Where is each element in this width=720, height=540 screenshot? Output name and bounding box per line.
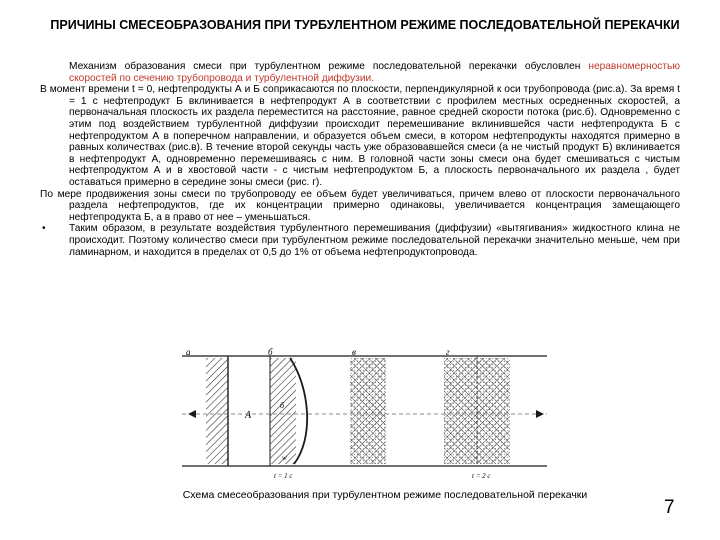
panel-letter-c: в <box>352 348 356 357</box>
paragraph-conclusion <box>40 223 680 258</box>
mixing-scheme-figure <box>182 348 562 484</box>
panel-c-dots <box>350 358 386 464</box>
panel-letter-b: б <box>268 348 273 357</box>
label-t1: t = 1 c <box>274 472 293 480</box>
arrow-right-icon <box>536 410 544 418</box>
panel-letter-d: г <box>446 348 450 357</box>
conclusion-text: Таким образом, в результате воздействия турбулентного перемешивания (диффузии) «вытягивания» жидкостного клина не происходит. Поэтому количество смеси при турбулентном режиме последовательной перекачки значительно меньше, чем при ламинарном, и находится в пределах от 0,5 до 1% от объема нефтепродуктопровода. <box>69 223 680 258</box>
arrow-left-icon <box>188 410 196 418</box>
panel-b-zone <box>270 358 296 464</box>
figure-caption: Схема смесеобразования при турбулентном режиме последовательной перекачки <box>182 489 588 501</box>
slide-title: ПРИЧИНЫ СМЕСЕОБРАЗОВАНИЯ ПРИ ТУРБУЛЕНТНОМ РЕЖИМЕ ПОСЛЕДОВАТЕЛЬНОЙ ПЕРЕКАЧКИ <box>50 18 680 32</box>
mechanism-text: Механизм образования смеси при турбулентном режиме последовательной перекачки обусловлен <box>69 61 581 72</box>
label-product-a: А <box>245 410 252 421</box>
paragraph-zone-progress: По мере продвижения зоны смеси по трубопроводу ее объем будет увеличиваться, причем влево от плоскости первоначального раздела нефтепродуктов, где их концентрации примерно одинаковы, увеличивается концентрация замещающего нефтепродукта Б, а в право от нее – уменьшаться. <box>40 188 680 223</box>
paragraph-mechanism <box>40 61 680 84</box>
panel-a-zone <box>206 358 228 464</box>
body-text <box>40 61 680 258</box>
label-w: w <box>282 454 287 462</box>
paragraph-time-moment: В момент времени t = 0, нефтепродукты А и Б соприкасаются по плоскости, перпендикулярной к оси трубопровода (рис.а). За время t = 1 с нефтепродукт Б вклинивается в нефтепродукт А в соответствии с профилем местных осредненных скоростей, а первоначальная плоскость их раздела переместится на расстояние, равное средней скорости потока (рис.б). Одновременно с этим под воздействием турбулентной диффузии происходит перемешивание вклинившейся части нефтепродукта Б с нефтепродуктом А в поперечном направлении, и образуется объем смеси, в котором нефтепродукты находятся примерно в равных количествах (рис.в). В течение второй секунды часть уже образовавшейся смеси (а не чистый продукт Б) вклинивается в нефтепродукт А, одновременно перемешиваясь с ним. В головной части зоны смеси она будет смешиваться с чистым нефтепродуктом А и в хвостовой части - с чистым нефтепродуктом Б, а плоскость первоначального их раздела , будет оставаться примерно в середине зоны смеси (рис. г). <box>40 84 680 188</box>
page-number: 7 <box>664 497 675 518</box>
bullet-icon: • <box>42 223 46 235</box>
label-product-b-small: б <box>280 401 285 410</box>
mechanism-highlight: неравномерностью скоростей по сечению трубопровода и турбулентной диффузии. <box>69 61 680 84</box>
panel-letter-a: а <box>186 348 191 357</box>
label-t2: t = 2 c <box>472 472 491 480</box>
